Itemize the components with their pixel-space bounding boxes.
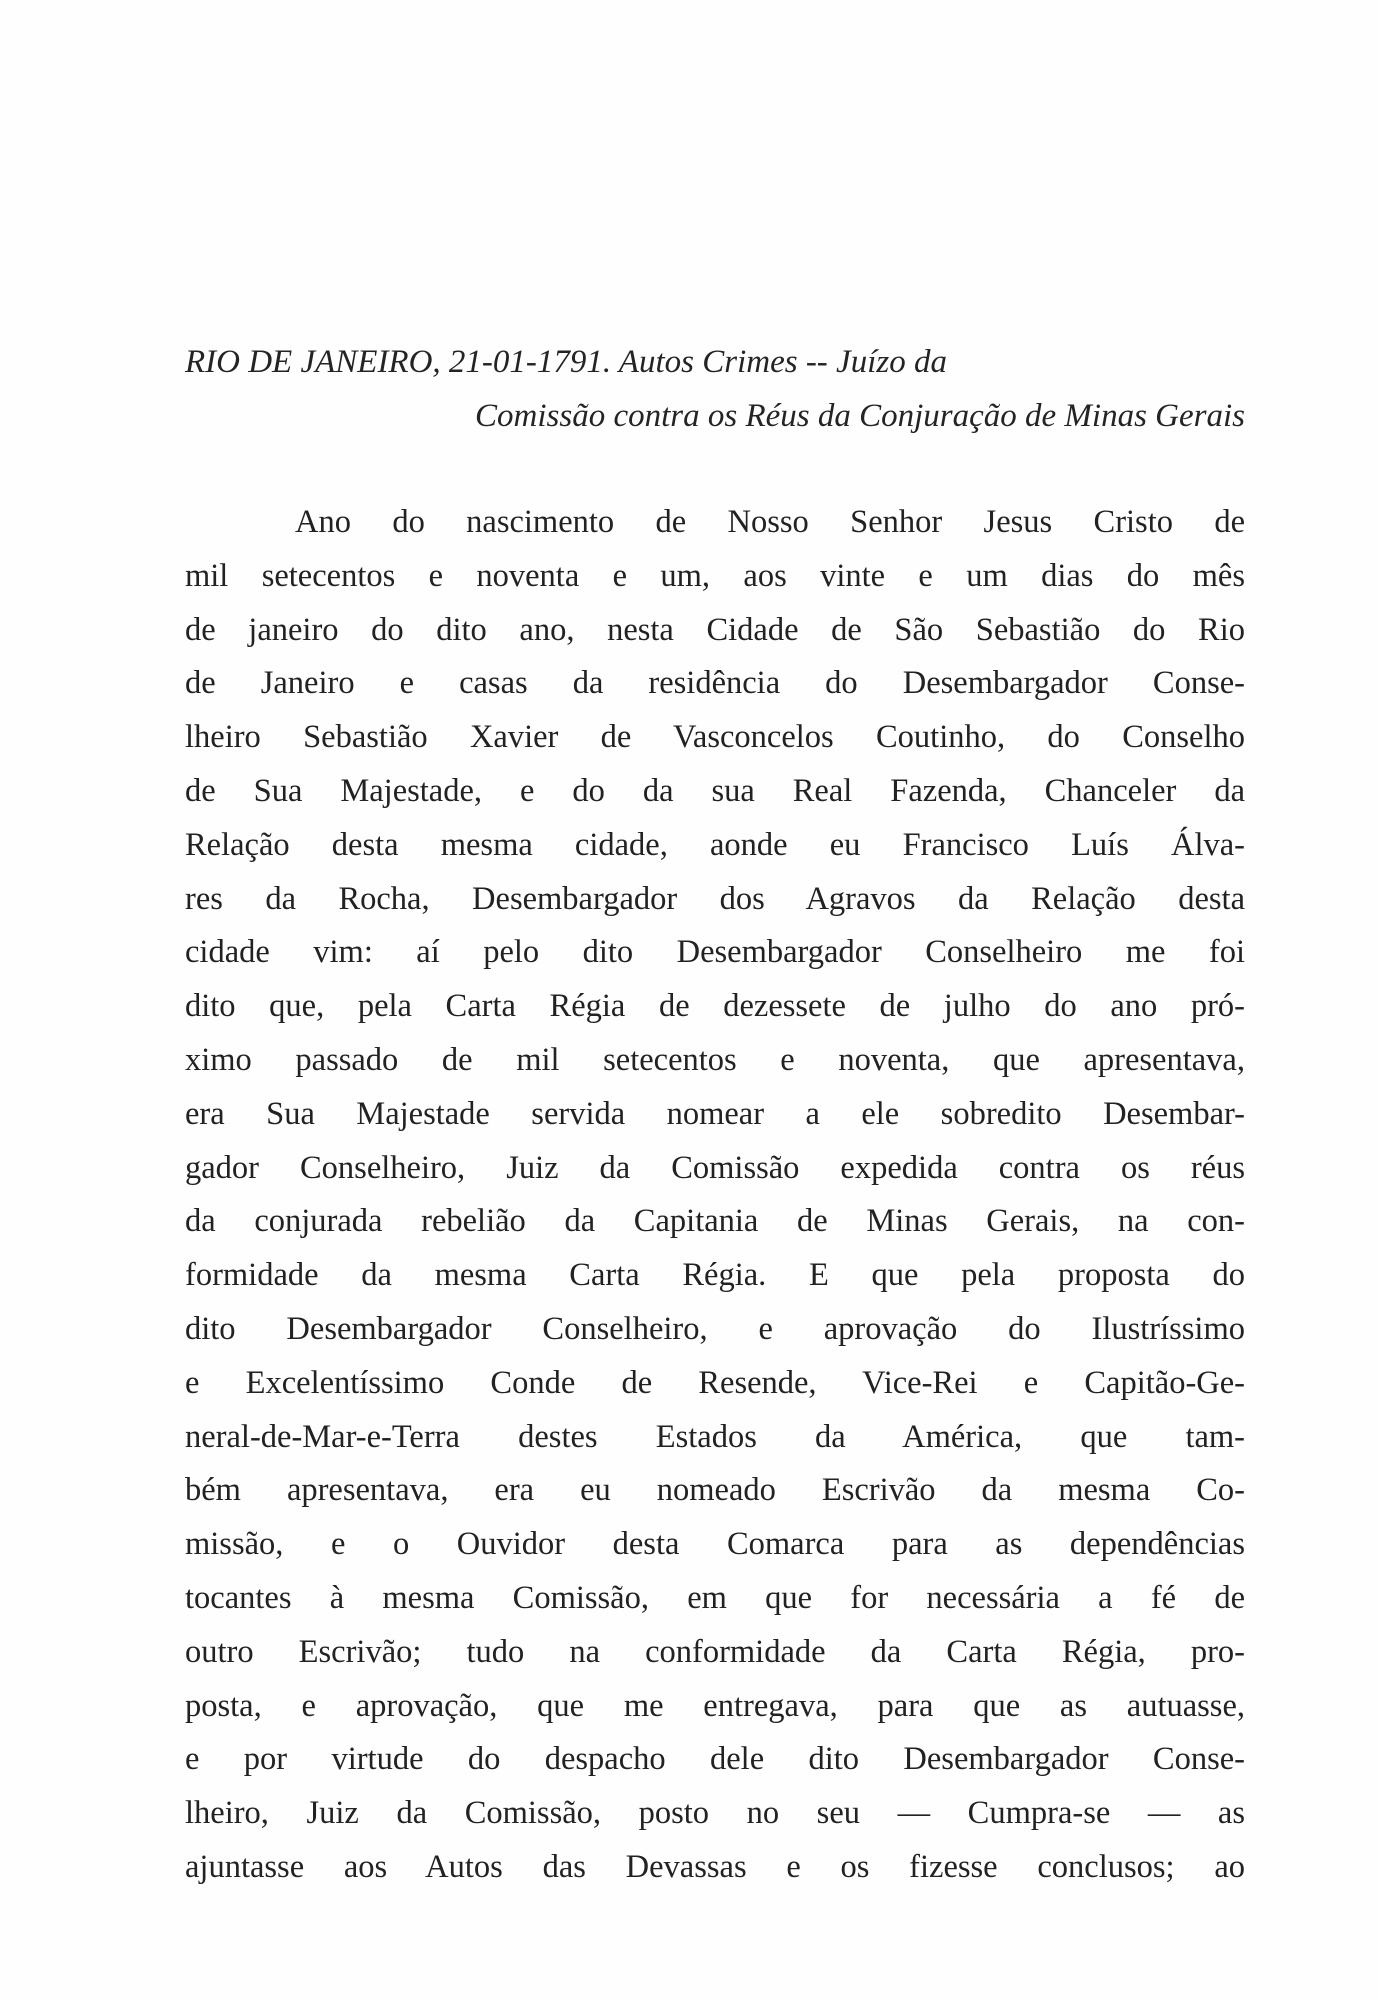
body-line: Relação desta mesma cidade, aonde eu Francisco Luís Álva-	[185, 826, 1245, 863]
body-line: lheiro Sebastião Xavier de Vasconcelos Coutinho, do Conselho	[185, 719, 1245, 756]
heading-line-1: RIO DE JANEIRO, 21-01-1791. Autos Crimes -- Juízo da	[185, 344, 947, 380]
body-line: de Sua Majestade, e do da sua Real Fazenda, Chanceler da	[185, 772, 1245, 809]
body-line: de janeiro do dito ano, nesta Cidade de São Sebastião do Rio	[185, 611, 1245, 648]
body-line: e por virtude do despacho dele dito Desembargador Conse-	[185, 1741, 1245, 1778]
body-line: gador Conselheiro, Juiz da Comissão expedida contra os réus	[185, 1149, 1245, 1186]
body-line: e Excelentíssimo Conde de Resende, Vice-Rei e Capitão-Ge-	[185, 1364, 1245, 1401]
body-line: dito Desembargador Conselheiro, e aprovação do Ilustríssimo	[185, 1310, 1245, 1347]
body-line: ajuntasse aos Autos das Devassas e os fizesse conclusos; ao	[185, 1848, 1245, 1885]
body-line: neral-de-Mar-e-Terra destes Estados da América, que tam-	[185, 1418, 1245, 1455]
document-heading	[185, 335, 1245, 443]
body-line: formidade da mesma Carta Régia. E que pela proposta do	[185, 1257, 1245, 1294]
body-line: res da Rocha, Desembargador dos Agravos da Relação desta	[185, 880, 1245, 917]
body-line: era Sua Majestade servida nomear a ele sobredito Desembar-	[185, 1095, 1245, 1132]
body-line: lheiro, Juiz da Comissão, posto no seu — Cumpra-se — as	[185, 1795, 1245, 1832]
body-line: posta, e aprovação, que me entregava, para que as autuasse,	[185, 1687, 1245, 1724]
heading-line-2: Comissão contra os Réus da Conjuração de Minas Gerais	[475, 398, 1245, 434]
body-line: bém apresentava, era eu nomeado Escrivão da mesma Co-	[185, 1472, 1245, 1509]
body-line: mil setecentos e noventa e um, aos vinte e um dias do mês	[185, 557, 1245, 594]
body-line: missão, e o Ouvidor desta Comarca para as dependências	[185, 1526, 1245, 1563]
body-line: outro Escrivão; tudo na conformidade da Carta Régia, pro-	[185, 1633, 1245, 1670]
body-line: de Janeiro e casas da residência do Desembargador Conse-	[185, 665, 1245, 702]
body-line: da conjurada rebelião da Capitania de Minas Gerais, na con-	[185, 1203, 1245, 1240]
body-line: Ano do nascimento de Nosso Senhor Jesus Cristo de	[295, 504, 1245, 540]
body-line: ximo passado de mil setecentos e noventa, que apresentava,	[185, 1041, 1245, 1078]
body-line: cidade vim: aí pelo dito Desembargador Conselheiro me foi	[185, 934, 1245, 971]
body-line: tocantes à mesma Comissão, em que for necessária a fé de	[185, 1579, 1245, 1616]
document-body	[185, 496, 1245, 1895]
body-line: dito que, pela Carta Régia de dezessete de julho do ano pró-	[185, 988, 1245, 1025]
